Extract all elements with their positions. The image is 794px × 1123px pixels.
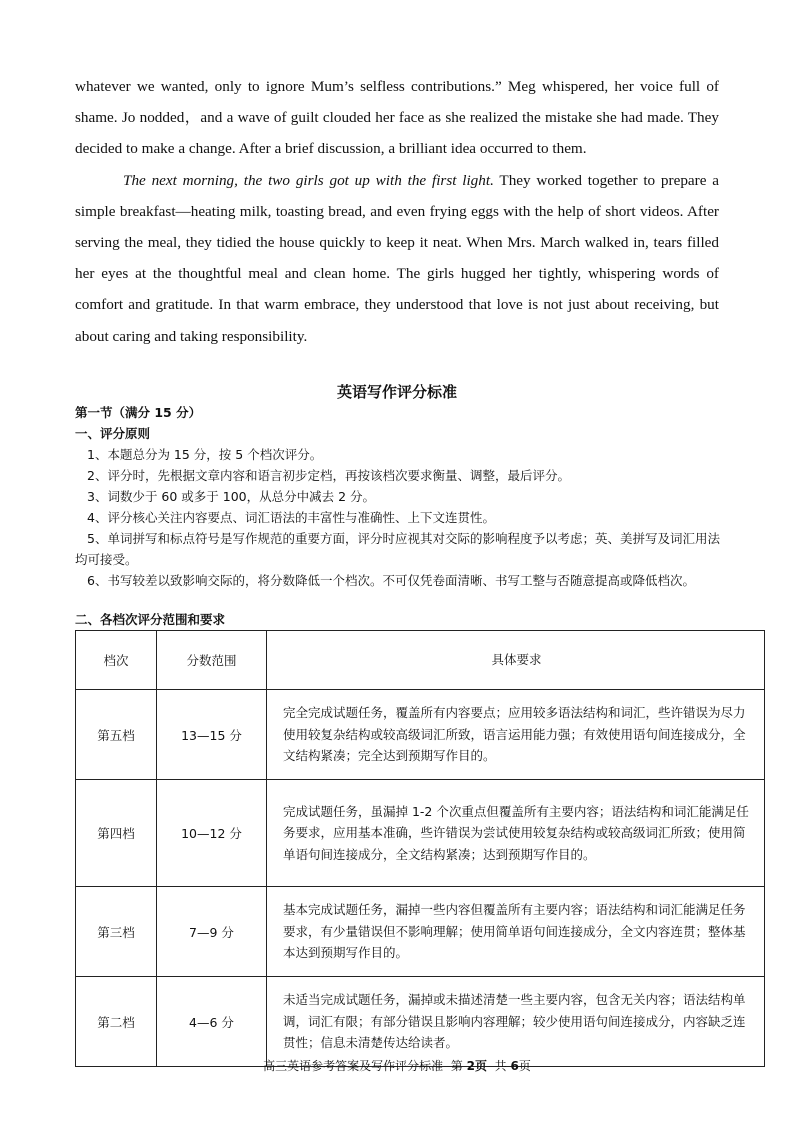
principle-item: 1、本题总分为 15 分，按 5 个档次评分。 bbox=[87, 447, 323, 462]
table-header-row bbox=[76, 631, 765, 690]
range-cell: 7—9 分 bbox=[157, 887, 267, 977]
levels-heading: 二、各档次评分范围和要求 bbox=[75, 612, 226, 627]
principles-list bbox=[75, 444, 720, 591]
range-cell: 4—6 分 bbox=[157, 977, 267, 1067]
footer-total-unit: 页 bbox=[518, 1059, 531, 1073]
requirement-cell: 未适当完成试题任务，漏掉或未描述清楚一些主要内容，包含无关内容；语法结构单调，词汇有限；有部分错误且影响内容理解；较少使用语句间连接成分，内容缺乏连贯性；信息未清楚传达给读者。 bbox=[267, 977, 765, 1067]
model-essay bbox=[75, 71, 719, 352]
header-level: 档次 bbox=[76, 631, 157, 690]
principle-item: 5、单词拼写和标点符号是写作规范的重要方面，评分时应视其对交际的影响程度予以考虑；英、美拼写及词汇用法均可接受。 bbox=[75, 531, 720, 567]
principles-heading: 一、评分原则 bbox=[75, 426, 151, 441]
range-cell: 13—15 分 bbox=[157, 690, 267, 780]
range-cell: 10—12 分 bbox=[157, 780, 267, 887]
footer-title: 高三英语参考答案及写作评分标准 bbox=[263, 1059, 444, 1073]
principle-item: 2、评分时，先根据文章内容和语言初步定档，再按该档次要求衡量、调整，最后评分。 bbox=[87, 468, 570, 483]
scoring-table bbox=[75, 630, 765, 1067]
principle-item: 4、评分核心关注内容要点、词汇语法的丰富性与准确性、上下文连贯性。 bbox=[87, 510, 495, 525]
requirement-cell: 完全完成试题任务，覆盖所有内容要点；应用较多语法结构和词汇，些许错误为尽力使用较复杂结构或较高级词汇所致，语言运用能力强；有效使用语句间连接成分，全文结构紧凑；完全达到预期写作目的。 bbox=[267, 690, 765, 780]
table-row bbox=[76, 887, 765, 977]
essay-given-opening-sentence: The next morning, the two girls got up with the first light. bbox=[123, 171, 494, 189]
table-row bbox=[76, 780, 765, 887]
footer-page-unit: 页 bbox=[474, 1059, 487, 1073]
essay-paragraph-2 bbox=[75, 165, 719, 352]
footer-page-number: 2 bbox=[466, 1059, 475, 1073]
page-footer bbox=[0, 1057, 794, 1074]
header-score-range: 分数范围 bbox=[157, 631, 267, 690]
section-title: 英语写作评分标准 bbox=[336, 383, 457, 401]
requirement-cell: 完成试题任务，虽漏掉 1-2 个次重点但覆盖所有主要内容；语法结构和词汇能满足任务要求，应用基本准确，些许错误为尝试使用较复杂结构或较高级词汇所致；使用简单语句间连接成分，全文结构紧凑；达到预期写作目的。 bbox=[267, 780, 765, 887]
level-cell: 第四档 bbox=[76, 780, 157, 887]
footer-total-pages: 6 bbox=[510, 1059, 519, 1073]
essay-paragraph-1: whatever we wanted, only to ignore Mum’s selfless contributions.” Meg whispered, her voice full of shame. Jo nodded，and a wave of guilt clouded her face as she realized the mistake she had made. They decided to make a change. After a brief discussion, a brilliant idea occurred to them. bbox=[75, 78, 719, 158]
part-heading: 第一节（满分 15 分） bbox=[75, 405, 202, 420]
table-row bbox=[76, 977, 765, 1067]
footer-total-prefix: 共 bbox=[494, 1059, 511, 1073]
principle-item: 6、书写较差以致影响交际的，将分数降低一个档次。不可仅凭卷面清晰、书写工整与否随意提高或降低档次。 bbox=[87, 573, 695, 588]
principle-item: 3、词数少于 60 或多于 100，从总分中减去 2 分。 bbox=[87, 489, 376, 504]
table-row bbox=[76, 690, 765, 780]
footer-page-prefix: 第 bbox=[450, 1059, 467, 1073]
level-cell: 第三档 bbox=[76, 887, 157, 977]
essay-paragraph-2-text: They worked together to prepare a simple breakfast—heating milk, toasting bread, and even frying eggs with the help of short videos. After serving the meal, they tidied the house quickly to keep it neat. When Mrs. March walked in, tears filled her eyes at the thoughtful meal and clean home. The girls hugged her tightly, whispering words of comfort and gratitude. In that warm embrace, they understood that love is not just about receiving, but about caring and taking responsibility. bbox=[75, 171, 719, 345]
requirement-cell: 基本完成试题任务，漏掉一些内容但覆盖所有主要内容；语法结构和词汇能满足任务要求，有少量错误但不影响理解；使用简单语句间连接成分，全文内容连贯；整体基本达到预期写作目的。 bbox=[267, 887, 765, 977]
level-cell: 第二档 bbox=[76, 977, 157, 1067]
level-cell: 第五档 bbox=[76, 690, 157, 780]
header-requirements: 具体要求 bbox=[267, 631, 765, 690]
